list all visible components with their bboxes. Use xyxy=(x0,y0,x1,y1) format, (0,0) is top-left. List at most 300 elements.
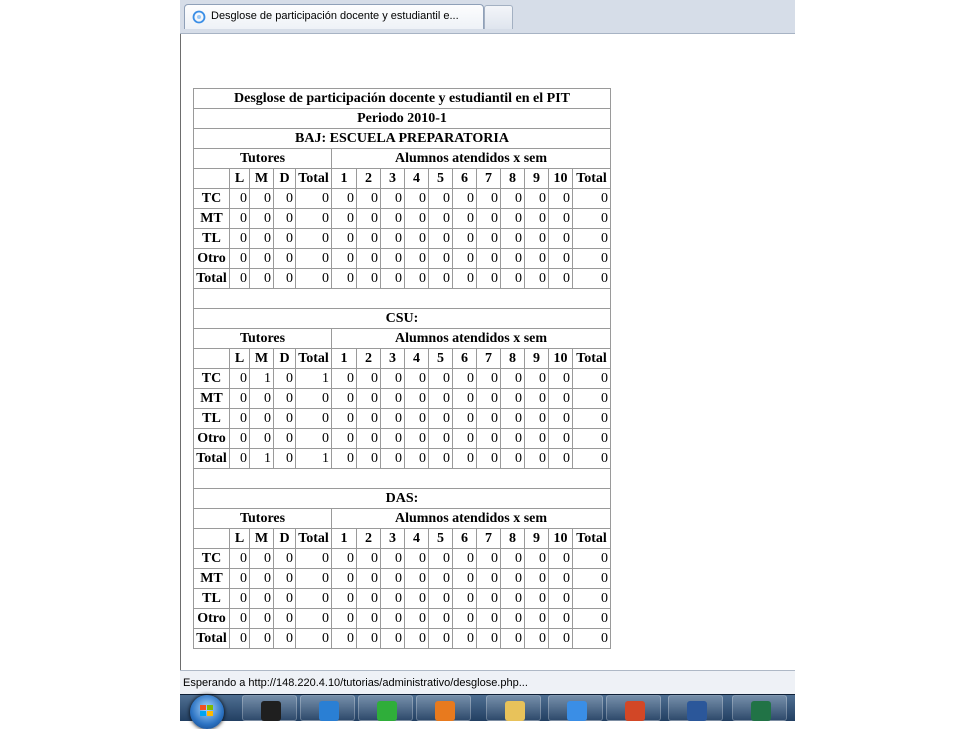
section-title: BAJ: ESCUELA PREPARATORIA xyxy=(194,129,611,149)
value-cell: 0 xyxy=(405,189,429,209)
column-header-row xyxy=(194,169,611,189)
value-cell: 0 xyxy=(453,629,477,649)
value-cell: 0 xyxy=(573,229,611,249)
value-cell: 0 xyxy=(525,229,549,249)
value-cell: 0 xyxy=(230,389,250,409)
value-cell: 0 xyxy=(296,609,332,629)
column-header: 10 xyxy=(549,529,573,549)
corner-cell xyxy=(194,349,230,369)
window-border xyxy=(180,34,181,670)
column-header: 3 xyxy=(381,529,405,549)
value-cell: 0 xyxy=(405,429,429,449)
column-header: 4 xyxy=(405,349,429,369)
value-cell: 0 xyxy=(501,589,525,609)
value-cell: 1 xyxy=(296,449,332,469)
value-cell: 0 xyxy=(501,189,525,209)
value-cell: 0 xyxy=(501,569,525,589)
value-cell: 0 xyxy=(501,409,525,429)
value-cell: 0 xyxy=(296,549,332,569)
value-cell: 0 xyxy=(453,569,477,589)
value-cell: 0 xyxy=(453,269,477,289)
value-cell: 0 xyxy=(381,589,405,609)
value-cell: 0 xyxy=(549,449,573,469)
column-header: 7 xyxy=(477,349,501,369)
value-cell: 0 xyxy=(230,609,250,629)
value-cell: 0 xyxy=(230,269,250,289)
page-content xyxy=(180,34,795,670)
value-cell: 0 xyxy=(250,609,274,629)
column-header: M xyxy=(250,349,274,369)
value-cell: 0 xyxy=(230,629,250,649)
value-cell: 0 xyxy=(477,389,501,409)
value-cell: 0 xyxy=(332,389,357,409)
value-cell: 0 xyxy=(230,549,250,569)
value-cell: 0 xyxy=(296,589,332,609)
value-cell: 0 xyxy=(357,629,381,649)
start-button[interactable] xyxy=(190,695,224,729)
value-cell: 0 xyxy=(250,409,274,429)
value-cell: 1 xyxy=(296,369,332,389)
tutores-header: Tutores xyxy=(194,329,332,349)
value-cell: 0 xyxy=(274,589,296,609)
value-cell: 0 xyxy=(250,569,274,589)
alumnos-header: Alumnos atendidos x sem xyxy=(332,149,611,169)
value-cell: 0 xyxy=(381,449,405,469)
value-cell: 0 xyxy=(357,549,381,569)
value-cell: 0 xyxy=(573,429,611,449)
column-header: 4 xyxy=(405,529,429,549)
value-cell: 0 xyxy=(429,209,453,229)
value-cell: 0 xyxy=(357,569,381,589)
value-cell: 0 xyxy=(296,569,332,589)
value-cell: 0 xyxy=(549,369,573,389)
value-cell: 0 xyxy=(501,629,525,649)
value-cell: 0 xyxy=(296,189,332,209)
value-cell: 0 xyxy=(274,409,296,429)
table-row xyxy=(194,589,611,609)
taskbar-button[interactable] xyxy=(416,695,471,721)
value-cell: 0 xyxy=(453,229,477,249)
value-cell: 0 xyxy=(381,569,405,589)
column-header: 5 xyxy=(429,349,453,369)
value-cell: 0 xyxy=(230,449,250,469)
value-cell: 0 xyxy=(250,629,274,649)
value-cell: 0 xyxy=(501,229,525,249)
value-cell: 1 xyxy=(250,369,274,389)
value-cell: 0 xyxy=(477,209,501,229)
value-cell: 0 xyxy=(573,449,611,469)
row-label: MT xyxy=(194,389,230,409)
value-cell: 0 xyxy=(549,549,573,569)
value-cell: 0 xyxy=(501,369,525,389)
title-row xyxy=(194,89,611,109)
value-cell: 0 xyxy=(250,269,274,289)
tab-title: Desglose de participación docente y estudiantil e... xyxy=(211,10,459,22)
value-cell: 0 xyxy=(357,389,381,409)
value-cell: 0 xyxy=(549,409,573,429)
report-period: Periodo 2010-1 xyxy=(194,109,611,129)
value-cell: 0 xyxy=(453,389,477,409)
value-cell: 0 xyxy=(381,549,405,569)
value-cell: 0 xyxy=(381,409,405,429)
row-label: Total xyxy=(194,449,230,469)
value-cell: 0 xyxy=(453,549,477,569)
value-cell: 0 xyxy=(525,249,549,269)
value-cell: 0 xyxy=(230,409,250,429)
value-cell: 0 xyxy=(230,209,250,229)
value-cell: 0 xyxy=(573,589,611,609)
value-cell: 0 xyxy=(477,569,501,589)
column-header: Total xyxy=(573,529,611,549)
value-cell: 0 xyxy=(357,229,381,249)
value-cell: 0 xyxy=(525,589,549,609)
table-row xyxy=(194,249,611,269)
value-cell: 0 xyxy=(501,609,525,629)
column-header: L xyxy=(230,529,250,549)
value-cell: 0 xyxy=(501,269,525,289)
value-cell: 0 xyxy=(453,429,477,449)
value-cell: 0 xyxy=(357,249,381,269)
value-cell: 0 xyxy=(477,229,501,249)
table-row xyxy=(194,209,611,229)
report-title: Desglose de participación docente y estudiantil en el PIT xyxy=(194,89,611,109)
section-header-row xyxy=(194,489,611,509)
value-cell: 0 xyxy=(453,249,477,269)
taskbar-button[interactable] xyxy=(606,695,661,721)
value-cell: 0 xyxy=(525,209,549,229)
value-cell: 0 xyxy=(525,429,549,449)
column-header: 5 xyxy=(429,529,453,549)
corner-cell xyxy=(194,529,230,549)
value-cell: 0 xyxy=(381,609,405,629)
taskbar-button[interactable] xyxy=(668,695,723,721)
value-cell: 0 xyxy=(405,409,429,429)
tab-bar xyxy=(180,0,795,34)
spacer-row xyxy=(194,289,611,309)
value-cell: 0 xyxy=(405,209,429,229)
value-cell: 0 xyxy=(573,409,611,429)
value-cell: 0 xyxy=(453,369,477,389)
section-header-row xyxy=(194,129,611,149)
value-cell: 0 xyxy=(501,389,525,409)
value-cell: 0 xyxy=(332,589,357,609)
value-cell: 0 xyxy=(573,629,611,649)
value-cell: 0 xyxy=(296,209,332,229)
row-label: Otro xyxy=(194,249,230,269)
value-cell: 0 xyxy=(296,249,332,269)
value-cell: 0 xyxy=(250,209,274,229)
value-cell: 0 xyxy=(274,569,296,589)
column-header: 1 xyxy=(332,529,357,549)
row-label: TC xyxy=(194,369,230,389)
taskbar-button[interactable] xyxy=(732,695,787,721)
value-cell: 0 xyxy=(525,189,549,209)
table-row xyxy=(194,449,611,469)
column-header: L xyxy=(230,169,250,189)
row-label: Total xyxy=(194,269,230,289)
value-cell: 0 xyxy=(230,229,250,249)
group-header-row xyxy=(194,509,611,529)
value-cell: 0 xyxy=(332,269,357,289)
column-header: Total xyxy=(296,349,332,369)
value-cell: 0 xyxy=(477,629,501,649)
value-cell: 0 xyxy=(332,409,357,429)
table-row xyxy=(194,609,611,629)
value-cell: 0 xyxy=(429,609,453,629)
tab-desglose[interactable] xyxy=(184,4,484,29)
value-cell: 0 xyxy=(381,629,405,649)
table-row xyxy=(194,369,611,389)
value-cell: 0 xyxy=(573,249,611,269)
section-title: DAS: xyxy=(194,489,611,509)
value-cell: 0 xyxy=(525,609,549,629)
value-cell: 0 xyxy=(381,369,405,389)
value-cell: 0 xyxy=(501,209,525,229)
value-cell: 0 xyxy=(274,549,296,569)
value-cell: 0 xyxy=(429,229,453,249)
value-cell: 0 xyxy=(477,429,501,449)
taskbar-button[interactable] xyxy=(300,695,355,721)
column-header: Total xyxy=(296,169,332,189)
value-cell: 0 xyxy=(332,429,357,449)
column-header: 7 xyxy=(477,529,501,549)
alumnos-header: Alumnos atendidos x sem xyxy=(332,329,611,349)
column-header: 9 xyxy=(525,529,549,549)
column-header: Total xyxy=(573,169,611,189)
value-cell: 0 xyxy=(429,549,453,569)
value-cell: 0 xyxy=(274,429,296,449)
row-label: Otro xyxy=(194,609,230,629)
value-cell: 0 xyxy=(332,369,357,389)
value-cell: 0 xyxy=(332,229,357,249)
value-cell: 0 xyxy=(453,209,477,229)
column-header: 2 xyxy=(357,169,381,189)
alumnos-header: Alumnos atendidos x sem xyxy=(332,509,611,529)
value-cell: 0 xyxy=(296,389,332,409)
table-row xyxy=(194,409,611,429)
checkmark-app-icon xyxy=(319,701,339,721)
value-cell: 0 xyxy=(525,409,549,429)
value-cell: 0 xyxy=(357,429,381,449)
word-icon xyxy=(687,701,707,721)
column-header: 9 xyxy=(525,349,549,369)
value-cell: 0 xyxy=(477,609,501,629)
value-cell: 0 xyxy=(381,229,405,249)
value-cell: 0 xyxy=(332,209,357,229)
value-cell: 0 xyxy=(250,589,274,609)
powerpoint-icon xyxy=(625,701,645,721)
value-cell: 0 xyxy=(405,449,429,469)
value-cell: 0 xyxy=(549,569,573,589)
value-cell: 0 xyxy=(381,209,405,229)
row-label: MT xyxy=(194,569,230,589)
windows-logo-icon xyxy=(199,703,215,719)
column-header: M xyxy=(250,169,274,189)
value-cell: 0 xyxy=(405,389,429,409)
value-cell: 0 xyxy=(357,589,381,609)
value-cell: 0 xyxy=(405,249,429,269)
value-cell: 0 xyxy=(332,449,357,469)
value-cell: 0 xyxy=(332,549,357,569)
value-cell: 0 xyxy=(453,409,477,429)
value-cell: 0 xyxy=(405,369,429,389)
value-cell: 0 xyxy=(573,389,611,409)
value-cell: 0 xyxy=(274,389,296,409)
value-cell: 0 xyxy=(453,589,477,609)
value-cell: 0 xyxy=(296,629,332,649)
value-cell: 0 xyxy=(230,189,250,209)
column-header: 6 xyxy=(453,529,477,549)
value-cell: 0 xyxy=(429,189,453,209)
value-cell: 0 xyxy=(332,189,357,209)
column-header: 7 xyxy=(477,169,501,189)
value-cell: 0 xyxy=(357,209,381,229)
value-cell: 0 xyxy=(525,449,549,469)
column-header-row xyxy=(194,349,611,369)
value-cell: 0 xyxy=(501,249,525,269)
value-cell: 0 xyxy=(453,449,477,469)
value-cell: 0 xyxy=(573,209,611,229)
value-cell: 0 xyxy=(429,569,453,589)
row-label: MT xyxy=(194,209,230,229)
value-cell: 0 xyxy=(429,389,453,409)
value-cell: 0 xyxy=(381,269,405,289)
value-cell: 0 xyxy=(274,609,296,629)
value-cell: 0 xyxy=(357,269,381,289)
blank-cell xyxy=(194,469,611,489)
taskbar-button[interactable] xyxy=(486,695,541,721)
column-header: 1 xyxy=(332,169,357,189)
report-table xyxy=(193,88,611,649)
value-cell: 0 xyxy=(357,369,381,389)
value-cell: 0 xyxy=(296,429,332,449)
value-cell: 1 xyxy=(250,449,274,469)
value-cell: 0 xyxy=(381,389,405,409)
value-cell: 0 xyxy=(477,449,501,469)
column-header: 5 xyxy=(429,169,453,189)
row-label: Total xyxy=(194,629,230,649)
column-header: 8 xyxy=(501,529,525,549)
value-cell: 0 xyxy=(573,549,611,569)
value-cell: 0 xyxy=(381,249,405,269)
taskbar-button[interactable] xyxy=(242,695,297,721)
status-text: Esperando a http://148.220.4.10/tutorias/administrativo/desglose.php... xyxy=(183,677,528,689)
value-cell: 0 xyxy=(357,609,381,629)
value-cell: 0 xyxy=(429,589,453,609)
value-cell: 0 xyxy=(549,389,573,409)
folder-icon xyxy=(505,701,525,721)
value-cell: 0 xyxy=(549,229,573,249)
value-cell: 0 xyxy=(405,589,429,609)
row-label: Otro xyxy=(194,429,230,449)
table-row xyxy=(194,569,611,589)
value-cell: 0 xyxy=(525,549,549,569)
value-cell: 0 xyxy=(274,189,296,209)
column-header: Total xyxy=(296,529,332,549)
column-header: 4 xyxy=(405,169,429,189)
value-cell: 0 xyxy=(477,249,501,269)
value-cell: 0 xyxy=(453,609,477,629)
row-label: TL xyxy=(194,409,230,429)
value-cell: 0 xyxy=(477,189,501,209)
value-cell: 0 xyxy=(477,269,501,289)
value-cell: 0 xyxy=(429,629,453,649)
value-cell: 0 xyxy=(332,629,357,649)
value-cell: 0 xyxy=(332,609,357,629)
value-cell: 0 xyxy=(274,629,296,649)
value-cell: 0 xyxy=(250,249,274,269)
value-cell: 0 xyxy=(274,369,296,389)
value-cell: 0 xyxy=(296,229,332,249)
taskbar-button[interactable] xyxy=(358,695,413,721)
value-cell: 0 xyxy=(274,449,296,469)
blank-cell xyxy=(194,289,611,309)
taskbar-button[interactable] xyxy=(548,695,603,721)
value-cell: 0 xyxy=(296,409,332,429)
value-cell: 0 xyxy=(477,589,501,609)
table-row xyxy=(194,269,611,289)
column-header: 8 xyxy=(501,169,525,189)
table-row xyxy=(194,549,611,569)
value-cell: 0 xyxy=(525,269,549,289)
value-cell: 0 xyxy=(405,549,429,569)
value-cell: 0 xyxy=(274,229,296,249)
column-header: L xyxy=(230,349,250,369)
table-row xyxy=(194,229,611,249)
value-cell: 0 xyxy=(429,429,453,449)
value-cell: 0 xyxy=(549,249,573,269)
column-header: 3 xyxy=(381,349,405,369)
value-cell: 0 xyxy=(429,409,453,429)
value-cell: 0 xyxy=(501,449,525,469)
value-cell: 0 xyxy=(573,189,611,209)
value-cell: 0 xyxy=(525,389,549,409)
value-cell: 0 xyxy=(230,369,250,389)
value-cell: 0 xyxy=(405,609,429,629)
new-tab-button[interactable] xyxy=(484,5,513,29)
value-cell: 0 xyxy=(477,369,501,389)
value-cell: 0 xyxy=(230,429,250,449)
value-cell: 0 xyxy=(250,389,274,409)
internet-explorer-icon xyxy=(567,701,587,721)
column-header: 2 xyxy=(357,529,381,549)
value-cell: 0 xyxy=(250,429,274,449)
value-cell: 0 xyxy=(429,449,453,469)
value-cell: 0 xyxy=(250,189,274,209)
value-cell: 0 xyxy=(357,449,381,469)
row-label: TL xyxy=(194,589,230,609)
column-header: Total xyxy=(573,349,611,369)
value-cell: 0 xyxy=(357,409,381,429)
page-loading-icon xyxy=(192,10,206,24)
row-label: TL xyxy=(194,229,230,249)
value-cell: 0 xyxy=(250,229,274,249)
spacer-row xyxy=(194,469,611,489)
tutores-header: Tutores xyxy=(194,149,332,169)
value-cell: 0 xyxy=(405,269,429,289)
column-header: 9 xyxy=(525,169,549,189)
value-cell: 0 xyxy=(501,429,525,449)
value-cell: 0 xyxy=(332,569,357,589)
value-cell: 0 xyxy=(525,569,549,589)
value-cell: 0 xyxy=(381,189,405,209)
value-cell: 0 xyxy=(525,629,549,649)
column-header: 6 xyxy=(453,169,477,189)
column-header: D xyxy=(274,349,296,369)
column-header: M xyxy=(250,529,274,549)
row-label: TC xyxy=(194,189,230,209)
column-header: 6 xyxy=(453,349,477,369)
